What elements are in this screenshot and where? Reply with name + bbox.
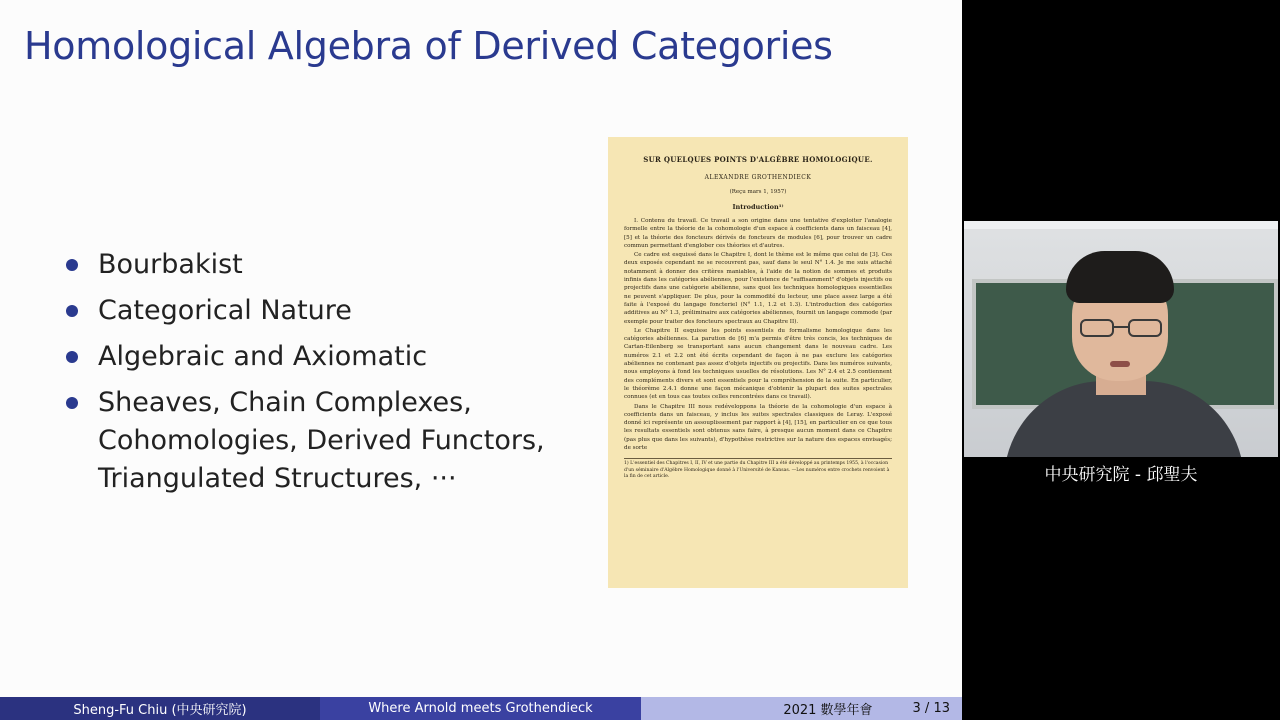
paper-scan-image	[608, 137, 908, 588]
slide-footer	[0, 697, 962, 720]
paper-body	[624, 217, 892, 452]
glasses-lens-left	[1080, 319, 1114, 337]
bullet-dot-icon	[66, 259, 78, 271]
slide-title: Homological Algebra of Derived Categories	[24, 24, 833, 68]
bullet-item: Sheaves, Chain Complexes, Cohomologies, Derived Functors, Triangulated Structures, ···	[66, 384, 566, 498]
paper-footnote: 1) L'essentiel des Chapitres I, II, IV et une partie du Chapitre III a été développé au printemps 1955, à l'occasion d'un séminaire d'Algèbre Homologique donné à l'Université de Kansas. —Les numéros entre crochets renvoient à la fin de cet article.	[624, 458, 892, 480]
speaker-mouth	[1110, 361, 1130, 367]
footer-right	[641, 697, 962, 720]
paper-title: SUR QUELQUES POINTS D'ALGÈBRE HOMOLOGIQUE.	[643, 155, 873, 164]
bullet-list	[66, 246, 566, 506]
paper-paragraph: Dans le Chapitre III nous redéveloppons la théorie de la cohomologie d'un espace à coefficients dans un faisceau, y inclus les suites spectrales classiques de Leray. L'exposé donné ici représente un assouplissement par rapport à [4], [15], en particulier en ce que tous les resultats essentiels sont obtenus sans faire, à presque aucun moment dans ce Chapitre (pas plus que dans les suivants), d'hypothèse restrictive sur la nature des espaces envisagés; de sorte	[624, 403, 892, 452]
webcam-caption: 中央研究院 - 邱聖夫	[1044, 465, 1198, 485]
glasses-lens-right	[1128, 319, 1162, 337]
bullet-item: Categorical Nature	[66, 292, 566, 330]
paper-received-date: (Reçu mars 1, 1957)	[729, 189, 787, 195]
bullet-item: Algebraic and Axiomatic	[66, 338, 566, 376]
webcam-video	[964, 221, 1278, 457]
bullet-dot-icon	[66, 351, 78, 363]
bullet-dot-icon	[66, 397, 78, 409]
paper-paragraph: Ce cadre est esquissé dans le Chapitre I, dont le thème est le même que celui de [3]. Ces deux exposés cependant ne se recouvrent pas, sauf dans le seul N° 1.4. Je me suis attaché notamment à donner des critères maniables, à l'aide de la notion de sommes et produits infinis dans les catégories abéliennes, pour l'existence de "suffisamment" d'objets injectifs ou projectifs dans une catégorie abélienne, sans quoi les techniques homologiques essentielles ne peuvent s'appliquer. De plus, pour la commodité du lecteur, une place assez large a été faite à l'exposé du langage foncteriel (N° 1.1, 1.2 et 1.3). L'introduction des catégories additives au N° 1.3, préliminaire aux catégories abéliennes, fournit un langage commode (par exemple pour traiter des foncteurs spectraux au Chapitre II).	[624, 252, 892, 325]
footer-author: Sheng-Fu Chiu (中央研究院)	[0, 697, 320, 720]
footer-event: 2021 數學年會	[783, 703, 873, 718]
footer-talk-title: Where Arnold meets Grothendieck	[320, 697, 641, 720]
bullet-dot-icon	[66, 305, 78, 317]
paper-author: ALEXANDRE GROTHENDIECK	[704, 174, 812, 181]
ceiling-light	[964, 221, 1278, 229]
footer-page-number: 3 / 13	[912, 701, 950, 716]
paper-intro-heading: Introduction¹⁾	[732, 203, 784, 211]
glasses-icon	[1080, 319, 1164, 339]
paper-paragraph: I. Contenu du travail. Ce travail a son origine dans une tentative d'exploiter l'analogie formelle entre la théorie de la cohomologie d'un espace à coefficients dans un faisceau [4], [5] et la théorie des foncteurs dérivés de foncteurs de modules [6], pour trouver un cadre commun permettant d'englober ces théories et d'autres.	[624, 218, 892, 249]
bullet-item: Bourbakist	[66, 246, 566, 284]
speaker-hair	[1066, 251, 1174, 303]
glasses-bridge	[1114, 326, 1128, 328]
paper-paragraph: Le Chapitre II esquisse les points essentiels du formalisme homologique dans les catégories abéliennes. La parution de [6] m'a permis d'être très concis, les techniques de Cartan-Eilenberg se transportant sans aucun changement dans le nouveau cadre. Les numéros 2.1 et 2.2 ont été écrits cependant de façon à ne pas exclure les catégories abéliennes ne contenant pas assez d'objets injectifs ou projectifs. Dans les numéros suivants, nous employons à fond les techniques usuelles de résolutions. Les N° 2.4 et 2.5 contiennent des compléments divers et sont essentiels pour la compréhension de la suite. En particulier, le théorème 2.4.1 donne une façon mécanique d'obtenir la plupart des suites spectrales connues (et en tous cas toutes celles rencontrées dans ce travail).	[624, 327, 892, 401]
